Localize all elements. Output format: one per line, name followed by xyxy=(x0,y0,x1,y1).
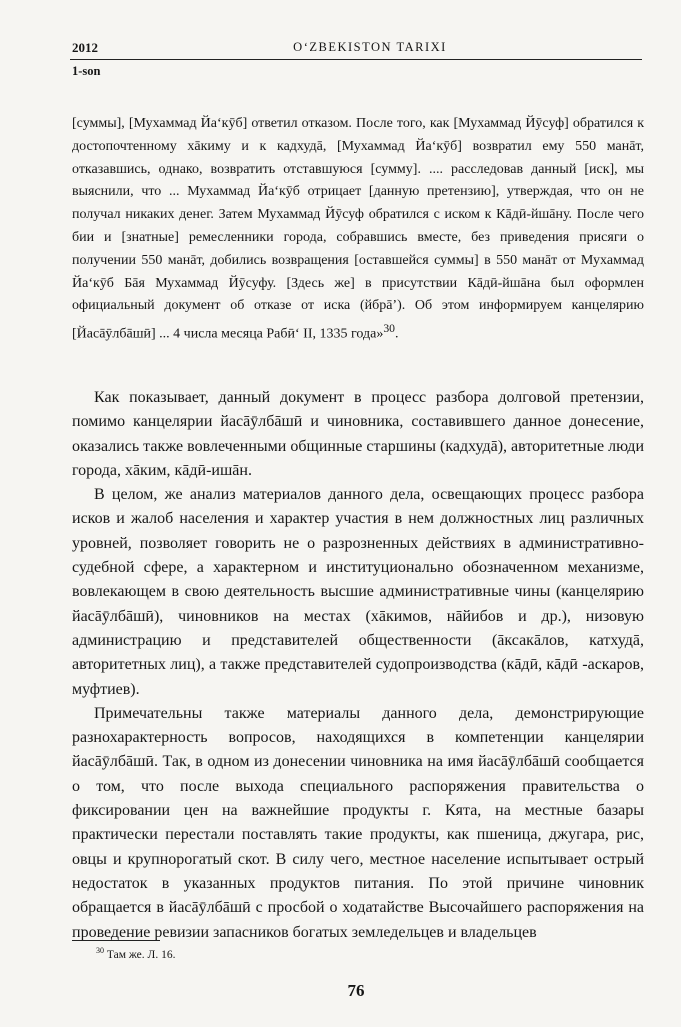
page-number: 76 xyxy=(347,981,365,1000)
footnote xyxy=(96,946,175,961)
body-paragraph: В целом, же анализ материалов данного дела, освещающих процесс разбора исков и жалоб населения и характер участия в нем должностных лиц различных уровней, позволяет говорить не о разрозненных действиях в административно-судебной сфере, а характерном и институционально обозначенном механизме, вовлекающем в свою деятельность высшие административные чины (канцелярию йасāӯлбāшӣ), чиновников на местах (хāкимов, нāйибов и др.), низовую администрацию и представителей общественности (āксакāлов, катхудā, авторитетных лиц), а также представителей судопроизводства (кāдӣ, кāдӣ -аскаров, муфтиев). xyxy=(72,486,644,698)
quote-text: [суммы], [Мухаммад Йа‘кӯб] ответил отказом. После того, как [Мухаммад Йӯсуф] обратился к достопочтенному хāкиму и к кадхудā, [Мухаммад Йа‘кӯб] возвратил ему 550 манāт, отказавшись, однако, возвратить отставшуюся [сумму]. .... расследовав данный [иск], мы выяснили, что ... Мухаммад Йа‘кӯб отрицает [данную претензию], утверждая, что он не получал никаких денег. Затем Мухаммад Йӯсуф обратился с иском к Кāдӣ-йшāну. После чего бии и [знатные] ремесленники города, собравшись вместе, без приведения присяги о получении 550 манāт, добились возвращения [оставшейся суммы] в 550 манāт от Мухаммад Йа‘кӯб Бāя Мухаммад Йӯсуфу. [Здесь же] в присутствии Кāдӣ-йшāна был оформлен официальный документ об отказе от иска (йбрā’). Об этом информируем канцелярию [Йасāӯлбāшӣ] ... 4 числа месяца Рабӣ‘ II, 1335 года» xyxy=(72,116,644,342)
journal-title: O‘ZBEKISTON TARIXI xyxy=(293,40,447,54)
footnote-number: 30 xyxy=(96,946,104,955)
footnote-reference: 30 xyxy=(383,322,395,336)
header-year: 2012 xyxy=(72,40,98,55)
header-rule xyxy=(70,59,642,60)
body-paragraph: Примечательны также материалы данного дела, демонстрирующие разнохарактерность вопросов, находящихся в компетенции канцелярии йасāӯлбāшӣ. Так, в одном из донесении чиновника на имя йасāӯлбāшӣ сообщается о том, что после выхода специального распоряжения правительства о фиксировании цен на важнейшие продукты г. Кята, на местные базары практически перестали поставлять такие продукты, как пшеница, джугара, рис, овцы и крупнорогатый скот. В силу чего, местное население испытывает острый недостаток в указанных продуктов питания. По этой причине чиновник обращается в йасāӯлбāшӣ с просбой о ходатайстве Высочайшего распоряжения на проведение ревизии запасников богатых земледельцев и владельцев xyxy=(72,704,644,941)
main-text xyxy=(72,386,644,945)
quoted-document xyxy=(72,113,644,347)
body-paragraph: Как показывает, данный документ в процесс разбора долговой претензии, помимо канцелярии йасāӯлбāшӣ и чиновника, составившего данное донесение, оказались также вовлеченными общинные старшины (кадхудā), авторитетные люди города, хāким, кāдӣ-ишāн. xyxy=(72,389,644,479)
quote-paragraph: [суммы], [Мухаммад Йа‘кӯб] ответил отказом. После того, как [Мухаммад Йӯсуф] обратился к достопочтенному хāкиму и к кадхудā, [Мухаммад Йа‘кӯб] возвратил ему 550 манāт, отказавшись, однако, возвратить отставшуюся [сумму]. .... расследовав данный [иск], мы выяснили, что ... Мухаммад Йа‘кӯб отрицает [данную претензию], утверждая, что он не получал никаких денег. Затем Мухаммад Йӯсуф обратился с иском к Кāдӣ-йшāну. После чего бии и [знатные] ремесленники города, собравшись вместе, без приведения присяги о получении 550 манāт, добились возвращения [оставшейся суммы] в 550 манāт от Мухаммад Йа‘кӯб Бāя Мухаммад Йӯсуфу. [Здесь же] в присутствии Кāдӣ-йшāна был оформлен официальный документ об отказе от иска (йбрā’). Об этом информируем канцелярию [Йасāӯлбāшӣ] ... 4 числа месяца Рабӣ‘ II, 1335 года»$^{30}$. xyxy=(72,116,644,342)
footnote-text: Там же. Л. 16. xyxy=(106,948,176,961)
issue-number: 1-son xyxy=(72,64,101,78)
footnote-rule xyxy=(72,940,160,941)
